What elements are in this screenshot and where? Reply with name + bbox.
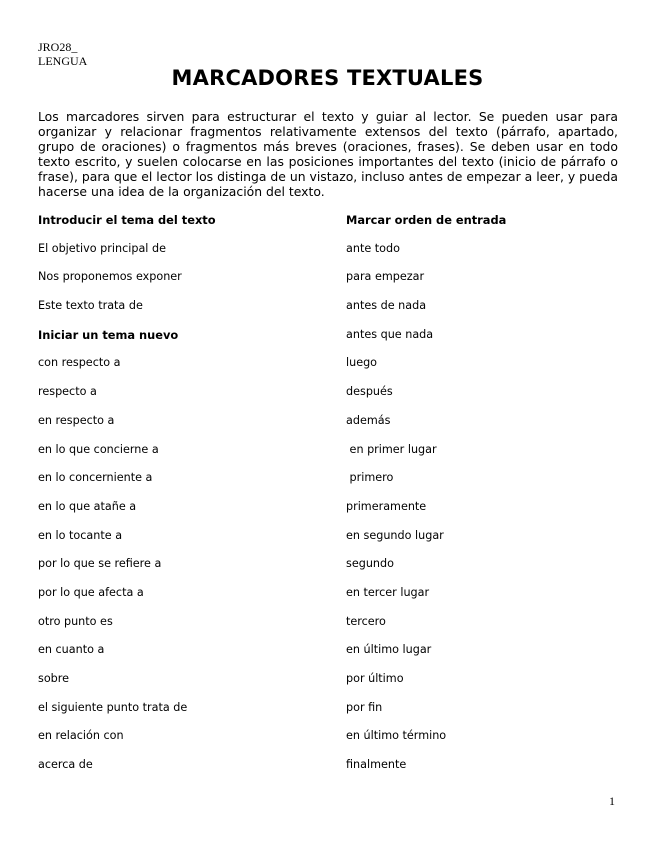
left-list-item: Este texto trata de — [38, 299, 143, 313]
right-list-item: tercero — [346, 614, 386, 628]
left-list-item: en lo concerniente a — [38, 471, 153, 485]
right-list-item: antes que nada — [346, 327, 434, 341]
left-list-item: por lo que afecta a — [38, 585, 144, 599]
left-list-item: con respecto a — [38, 356, 121, 370]
right-list-item: después — [346, 385, 393, 399]
page-title: MARCADORES TEXTUALES — [171, 66, 484, 90]
left-list-item: sobre — [38, 672, 70, 685]
right-list-item: en último término — [346, 729, 447, 743]
right-list-item: luego — [346, 356, 378, 370]
left-list-item: el siguiente punto trata de — [38, 700, 188, 714]
right-list-item: segundo — [346, 557, 394, 571]
right-list-item: primeramente — [346, 499, 427, 513]
right-list-item: en primer lugar — [346, 442, 437, 456]
right-list-item: en segundo lugar — [346, 528, 444, 542]
left-section-heading: Iniciar un tema nuevo — [38, 327, 179, 342]
right-list-item: antes de nada — [346, 299, 427, 313]
left-list-item: otro punto es — [38, 614, 113, 628]
right-list-item: por último — [346, 672, 404, 685]
right-list-item: finalmente — [346, 758, 407, 772]
subject-label: LENGUA — [38, 54, 88, 68]
left-list-item: en lo tocante a — [38, 528, 123, 542]
right-list-item: por fin — [346, 700, 383, 714]
left-list-item: El objetivo principal de — [38, 241, 166, 255]
left-list-item: acerca de — [38, 758, 93, 772]
left-column — [38, 212, 318, 786]
left-list-item: en lo que atañe a — [38, 499, 137, 513]
right-list-item: en tercer lugar — [346, 585, 430, 599]
left-list-item: Nos proponemos exponer — [38, 270, 182, 284]
right-list-item: en último lugar — [346, 643, 432, 657]
right-column — [346, 212, 616, 786]
left-list-item: en lo que concierne a — [38, 442, 159, 456]
left-section-heading: Introducir el tema del texto — [38, 213, 216, 227]
right-list-item: primero — [346, 471, 394, 485]
page-number: 1 — [609, 794, 615, 808]
course-code: JRO28_ — [38, 40, 78, 54]
right-list-item: para empezar — [346, 270, 425, 284]
right-list-item: además — [346, 413, 391, 427]
left-list-item: por lo que se refiere a — [38, 557, 162, 571]
right-section-heading: Marcar orden de entrada — [346, 213, 507, 227]
left-list-item: en cuanto a — [38, 643, 105, 657]
intro-paragraph: Los marcadores sirven para estructurar el texto y guiar al lector. Se pueden usar para organizar y relacionar fragmentos relativamente extensos del texto (párrafo, apartado, grupo de oraciones) o fragmentos más breves (oraciones, frases). Se deben usar en todo texto escrito, y suelen colocarse en las posiciones importantes del texto (inicio de párrafo o frase), para que el lector los distinga de un vistazo, incluso antes de empezar a leer, y pueda hacerse una idea de la organización del texto. — [38, 109, 618, 200]
left-list-item: en respecto a — [38, 413, 115, 427]
document-header — [38, 40, 87, 68]
left-list-item: en relación con — [38, 729, 124, 743]
left-list-item: respecto a — [38, 385, 97, 399]
right-list-item: ante todo — [346, 241, 400, 255]
